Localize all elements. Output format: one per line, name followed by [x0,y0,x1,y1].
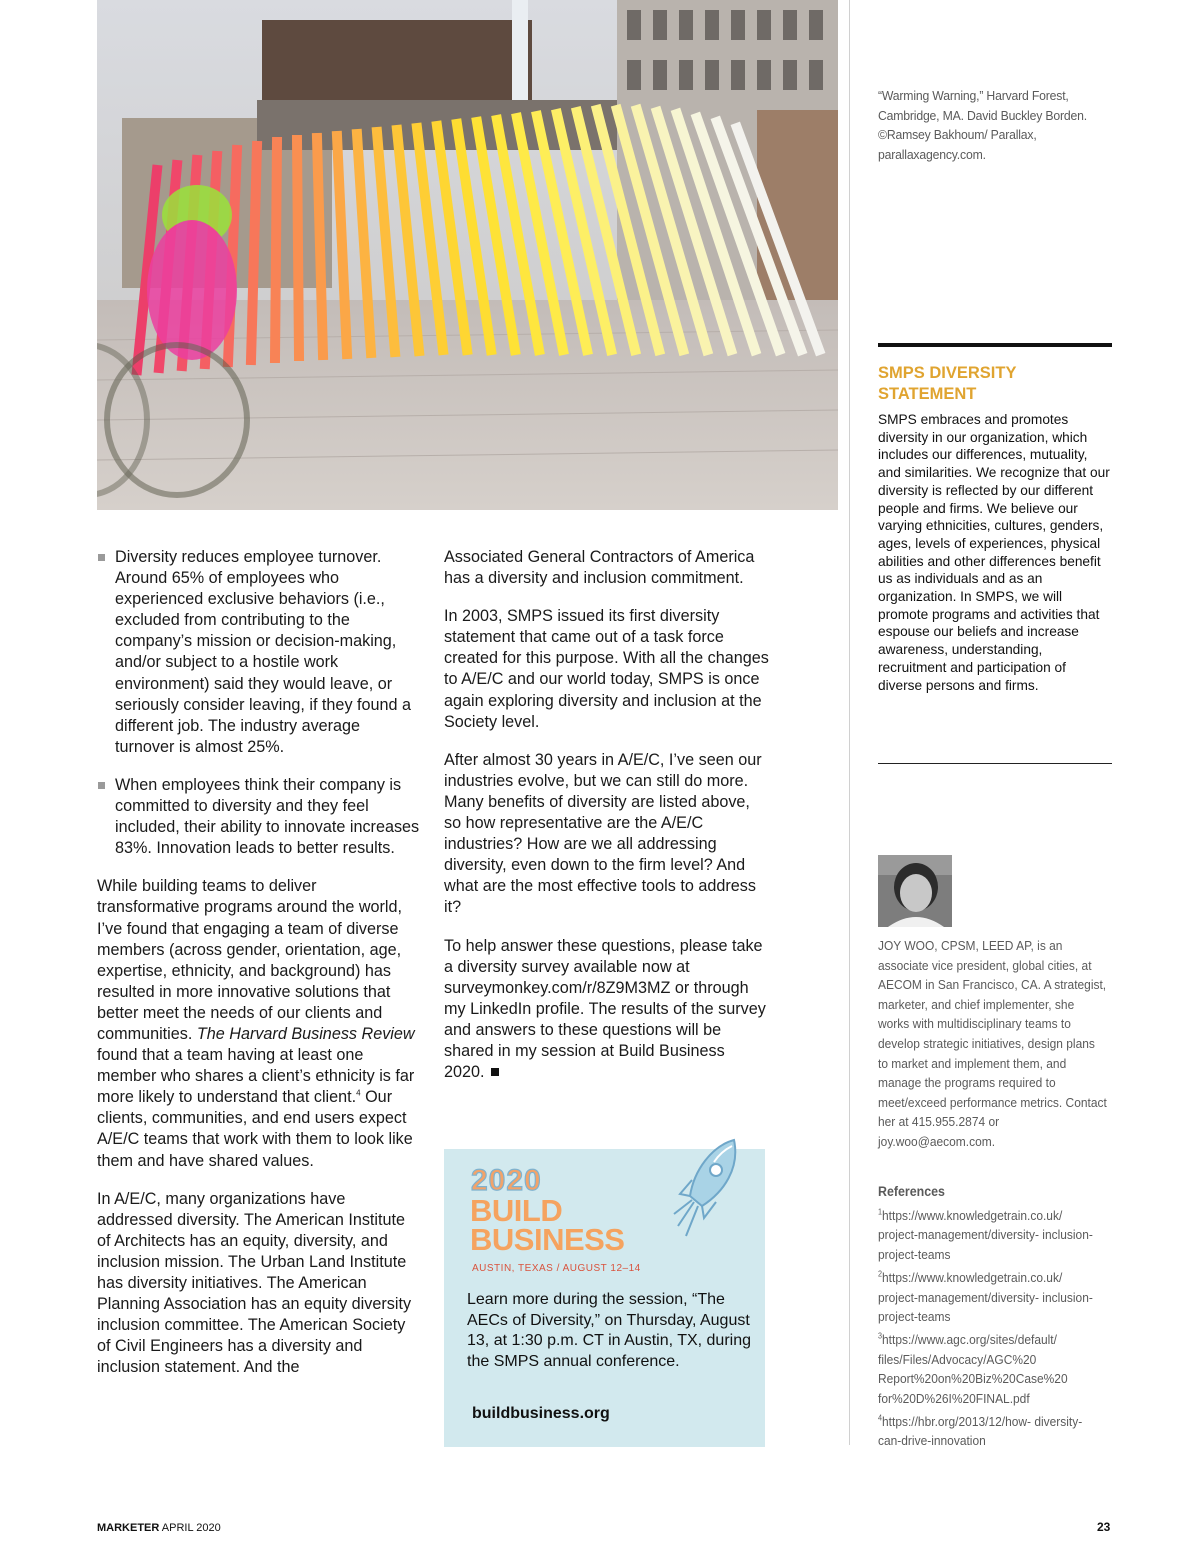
sidebar-title [878,363,1112,405]
sidebar-title-line1: SMPS DIVERSITY [878,364,1017,382]
body-column-2 [444,547,769,1100]
body-column-1 [97,547,422,1395]
column-divider [849,0,850,1445]
footer-publication [97,1522,221,1534]
photo-caption: “Warming Warning,” Harvard Forest, Cambridge, MA. David Buckley Borden. ©Ramsey Bakhoum/ Parallax, parallaxagency.com. [878,88,1087,162]
bullet-item: When employees think their company is committed to diversity and they feel included, their ability to innovate increases 83%. Innovation leads to better results. [97,775,422,859]
feature-photo [97,0,838,510]
ad-text: Learn more during the session, “The AECs of Diversity,” on Thursday, August 13, at 1:30 p.m. CT in Austin, TX, during the SMPS annual conference. [467,1291,752,1371]
ad-logo-build: BUILD [470,1193,563,1228]
bullet-square-icon [98,782,105,789]
paragraph: To help answer these questions, please take a diversity survey available now at surveymonkey.com/r/8Z9M3MZ or through my LinkedIn profile. The results of the survey and answers to these questions will be shared in my session at Build Business 2020. [444,936,766,1082]
end-mark-icon [491,1068,499,1076]
sidebar-title-line2: STATEMENT [878,385,977,403]
sidebar-top-rule [878,343,1112,347]
footer-magazine: MARKETER [97,1522,160,1534]
sidebar-bottom-rule [878,763,1112,764]
sidebar-body: SMPS embraces and promotes diversity in our organization, which includes our differences, mutuality, and similarities. We recognize that our diversity is reflected by our different people and firms. We believe our varying ethnicities, cultures, genders, ages, levels of experiences, physical abilities and other differences benefit us as individuals and as an organization. In SMPS, we will promote programs and activities that espouse our beliefs and increase awareness, understanding, recruitment and participation of diverse persons and firms. [878,412,1110,693]
paragraph: Associated General Contractors of America has a diversity and inclusion commitment. [444,548,755,588]
ad-logo-text [470,1193,625,1257]
paragraph: After almost 30 years in A/E/C, I’ve seen our industries evolve, but we can still do more. Many benefits of diversity are listed above, so how representative are the A/E/C industries? How are we all addressing diversity, even down to the firm level? And what are the most effective tools to address it? [444,750,762,917]
paragraph: While building teams to deliver transformative programs around the world, I’ve found that engaging a team of diverse members (across gender, orientation, age, expertise, ethnicity, and background) has resulted in more innovative solutions that better meet the needs of our clients and communities. The Harvard Business Review found that a team having at least one member who shares a client’s ethnicity is far more likely to understand that client.$^4$ Our clients, communities, and end users expect A/E/C teams that work with them to look like them and have shared values. [97,877,415,1170]
bullet-item: Diversity reduces employee turnover. Around 65% of employees who experienced exclusive behaviors (i.e., excluded from contributing to the company’s mission or decision-making, and/or subject to a hostile work environment) said they would leave, or seriously consider leaving, if they found a different job. The industry average turnover is almost 25%. [97,547,422,758]
author-bio: JOY WOO, CPSM, LEED AP, is an associate vice president, global cities, at AECOM in San Francisco, CA. A strategist, marketer, and chief implementer, she works with multidisciplinary teams to develop strategic initiatives, design plans to market and implement them, and manage the programs required to meet/exceed performance metrics. Contact her at 415.955.2874 or joy.woo@aecom.com. [878,938,1107,1149]
reference-item[interactable]: $^4$https://hbr.org/2013/12/how- diversity-can-drive-innovation [878,1413,1083,1449]
ad-link[interactable]: buildbusiness.org [472,1405,610,1422]
publication-title: The Harvard Business Review [196,1024,415,1043]
rocket-icon [672,1136,750,1246]
paragraph: In 2003, SMPS issued its first diversity statement that came out of a task force created for this purpose. With all the changes to A/E/C and our world today, SMPS is once again exploring diversity and inclusion at the Society level. [444,607,769,731]
page-number: 23 [1097,1520,1111,1534]
footer-issue: APRIL 2020 [161,1522,221,1534]
references-list [878,1206,1103,1455]
reference-item[interactable]: $^3$https://www.agc.org/sites/default/ files/Files/Advocacy/AGC%20 Report%20on%20Biz%20Case%20 for%20D%26I%20FINAL.pdf [878,1332,1068,1406]
ad-logo-business: BUSINESS [470,1222,625,1257]
paragraph: In A/E/C, many organizations have addressed diversity. The American Institute of Architects has an equity, diversity, and inclusion mission. The Urban Land Institute has diversity initiatives. The American Planning Association has an equity diversity inclusion committee. The American Society of Civil Engineers has a diversity and inclusion statement. And the [97,1189,412,1377]
sculpture-illustration [97,0,838,510]
reference-item[interactable]: $^2$https://www.knowledgetrain.co.uk/ project-management/diversity- inclusion-project-teams [878,1269,1093,1325]
author-avatar [878,855,952,927]
ad-year: 2020 [471,1164,542,1197]
references-title: References [878,1184,945,1199]
reference-item[interactable]: $^1$https://www.knowledgetrain.co.uk/ project-management/diversity- inclusion-project-teams [878,1207,1093,1262]
ad-location: AUSTIN, TEXAS / AUGUST 12–14 [472,1263,641,1274]
bullet-square-icon [98,554,105,561]
